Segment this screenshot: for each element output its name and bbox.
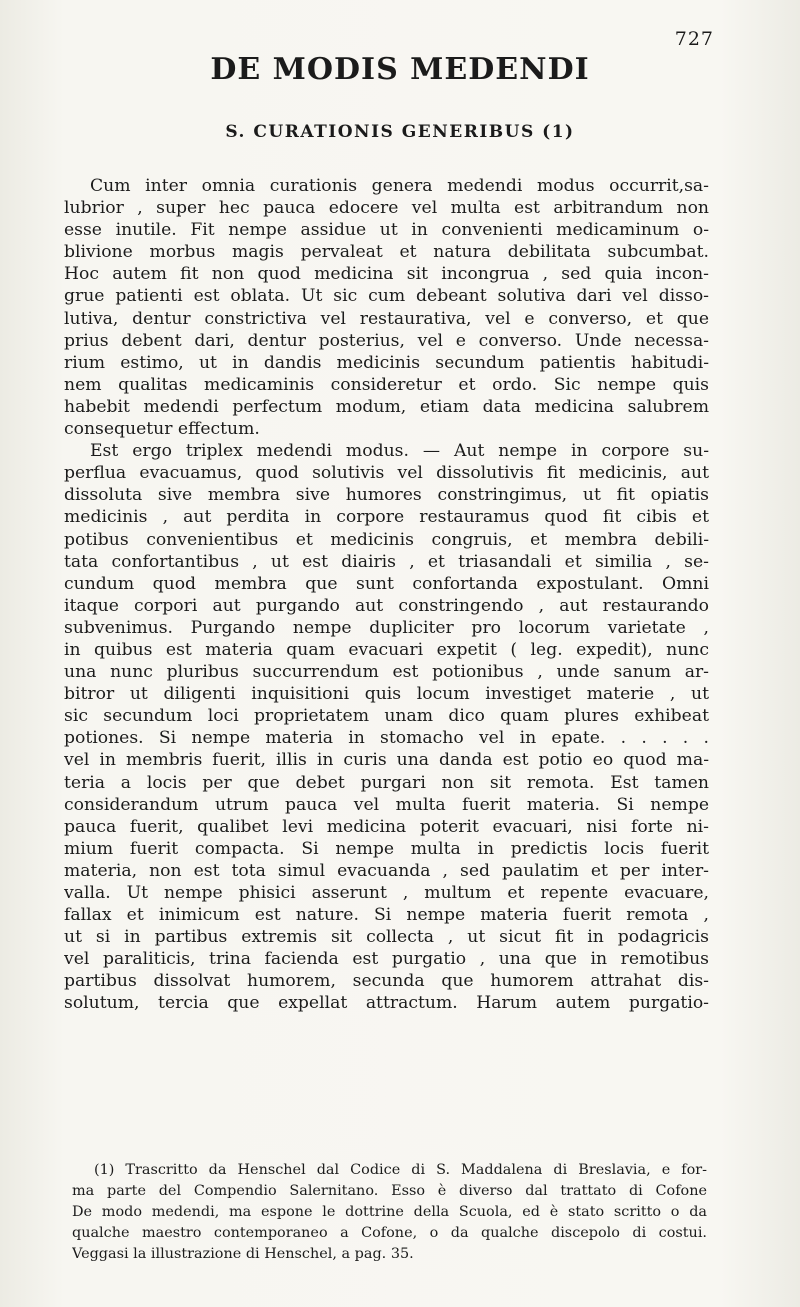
body-text (64, 175, 709, 1015)
text-line: perflua evacuamus, quod solutivis vel dissolutivis fit medicinis, aut (64, 463, 709, 484)
text-line: nem qualitas medicaminis consideretur et ordo. Sic nempe quis (64, 374, 709, 395)
footnote-line: ma parte del Compendio Salernitano. Esso è diverso dal trattato di Cofone (72, 1183, 707, 1199)
footnote-line: (1) Trascritto da Henschel dal Codice di S. Maddalena di Breslavia, e for- (94, 1162, 707, 1178)
text-line: rium estimo, ut in dandis medicinis secundum patientis habitudi- (64, 352, 709, 373)
text-line: considerandum utrum pauca vel multa fuerit materia. Si nempe (64, 794, 709, 815)
text-line: mium fuerit compacta. Si nempe multa in predictis locis fuerit (64, 838, 709, 859)
footnote-line: Veggasi la illustrazione di Henschel, a pag. 35. (72, 1246, 414, 1262)
text-line: tata confortantibus , ut est diairis , et triasandali et similia , se- (64, 551, 709, 572)
text-line: Cum inter omnia curationis genera medendi modus occurrit,sa- (90, 176, 709, 196)
text-line: dissoluta sive membra sive humores constringimus, ut fit opiatis (64, 485, 709, 506)
text-line: vel in membris fuerit, illis in curis una danda est potio eo quod ma- (64, 750, 709, 771)
text-line: Est ergo triplex medendi modus. — Aut nempe in corpore su- (90, 441, 709, 462)
text-line: habebit medendi perfectum modum, etiam data medicina salubrem (64, 396, 709, 417)
text-line: partibus dissolvat humorem, secunda que humorem attrahat dis- (64, 971, 709, 992)
text-line: sic secundum loci proprietatem unam dico quam plures exhibeat (64, 706, 709, 727)
text-line: pauca fuerit, qualibet levi medicina poterit evacuari, nisi forte ni- (64, 816, 709, 837)
text-line: medicinis , aut perdita in corpore restauramus quod fit cibis et (64, 507, 709, 528)
text-line: esse inutile. Fit nempe assidue ut in convenienti medicaminum o- (64, 220, 709, 241)
text-line: materia, non est tota simul evacuanda , sed paulatim et per inter- (64, 860, 709, 881)
text-line: blivione morbus magis pervaleat et natura debilitata subcumbat. (64, 242, 709, 263)
text-line: grue patienti est oblata. Ut sic cum debeant solutiva dari vel disso- (64, 286, 709, 307)
text-line: valla. Ut nempe phisici asserunt , multum et repente evacuare, (64, 883, 709, 903)
text-line: lubrior , super hec pauca edocere vel multa est arbitrandum non (64, 198, 709, 219)
footnote (72, 1160, 707, 1265)
footnote-line: De modo medendi, ma espone le dottrine della Scuola, ed è stato scritto o da (72, 1204, 707, 1220)
text-line: itaque corpori aut purgando aut constringendo , aut restaurando (64, 595, 709, 616)
text-line: solutum, tercia que expellat attractum. Harum autem purgatio- (64, 993, 709, 1014)
text-line: cundum quod membra que sunt confortanda expostulant. Omni (64, 573, 709, 594)
text-line: teria a locis per que debet purgari non sit remota. Est tamen (64, 772, 709, 793)
text-line: in quibus est materia quam evacuari expetit ( leg. expedit), nunc (64, 639, 709, 660)
text-line: subvenimus. Purgando nempe dupliciter pro locorum varietate , (64, 617, 709, 638)
text-line: vel paraliticis, trina facienda est purgatio , una que in remotibus (64, 949, 709, 970)
footnote-line: qualche maestro contemporaneo a Cofone, o da qualche discepolo di costui. (72, 1225, 707, 1241)
text-line: bitror ut diligenti inquisitioni quis locum investiget materie , ut (64, 684, 709, 705)
running-title: DE MODIS MEDENDI (210, 52, 590, 87)
text-line: potibus convenientibus et medicinis congruis, et membra debili- (64, 529, 709, 550)
text-line: Hoc autem fit non quod medicina sit incongrua , sed quia incon- (64, 264, 709, 285)
text-line: potiones. Si nempe materia in stomacho vel in epate. . . . . . (64, 728, 709, 749)
text-line: prius debent dari, dentur posterius, vel e converso. Unde necessa- (64, 330, 709, 351)
text-line: ut si in partibus extremis sit collecta , ut sicut fit in podagricis (64, 927, 709, 948)
section-heading: S. CURATIONIS GENERIBUS (1) (225, 122, 575, 142)
page-number: 727 (674, 28, 714, 50)
text-line: fallax et inimicum est nature. Si nempe materia fuerit remota , (64, 905, 709, 926)
text-line: lutiva, dentur constrictiva vel restaurativa, vel e converso, et que (64, 308, 709, 329)
text-line: una nunc pluribus succurrendum est potionibus , unde sanum ar- (64, 662, 709, 683)
text-line: consequetur effectum. (64, 419, 260, 440)
